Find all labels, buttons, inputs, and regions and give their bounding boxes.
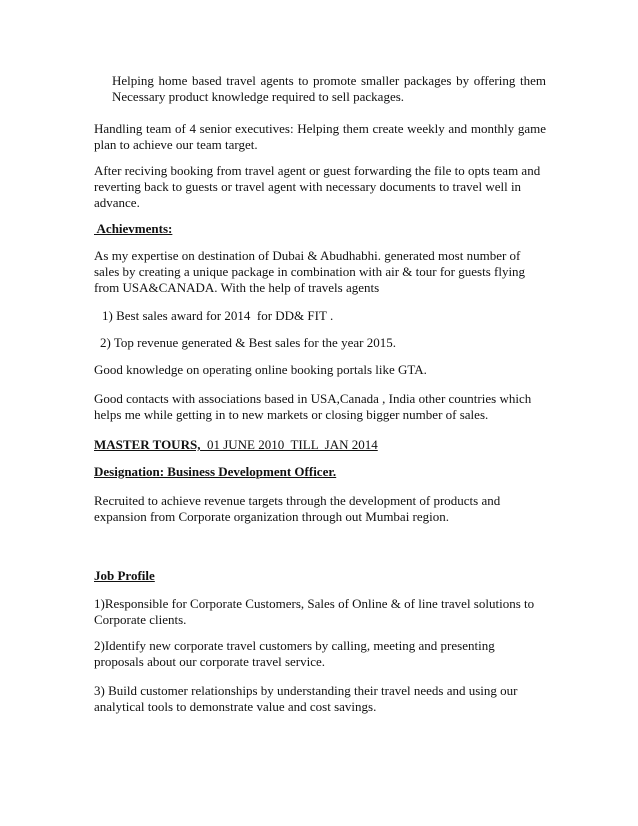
achievement-item-2: 2) Top revenue generated & Best sales for the year 2015. — [100, 335, 396, 350]
job-profile-item-1: 1)Responsible for Corporate Customers, Sales of Online & of line travel solutions to Corporate clients. — [94, 596, 535, 627]
employer-summary: Recruited to achieve revenue targets through the development of products and expansion from Corporate organization through out Mumbai region. — [94, 493, 501, 524]
achievements-intro: As my expertise on destination of Dubai & Abudhabhi. generated most number of sales by creating a unique package in combination with air & tour for guests flying from USA&CANADA. With the help of travels agents — [94, 248, 526, 295]
paragraph-booking-forwarding: After reciving booking from travel agent or guest forwarding the file to opts team and reverting back to guests or travel agent with necessary documents to travel well in advance. — [94, 163, 541, 210]
achievements-heading: Achievments: — [94, 221, 173, 236]
designation-heading: Designation: Business Development Officer. — [94, 464, 337, 479]
paragraph-team-handling: Handling team of 4 senior executives: Helping them create weekly and monthly game plan to achieve our team target. — [94, 121, 546, 152]
achievement-note-contacts: Good contacts with associations based in USA,Canada , India other countries which helps me while getting in to new markets or closing bigger number of sales. — [94, 391, 532, 422]
job-profile-item-3: 3) Build customer relationships by understanding their travel needs and using our analytical tools to demonstrate value and cost savings. — [94, 683, 518, 714]
employer-line — [94, 437, 546, 453]
job-profile-item-2: 2)Identify new corporate travel customers by calling, meeting and presenting proposals about our corporate travel service. — [94, 638, 495, 669]
achievement-item-1: 1) Best sales award for 2014 for DD& FIT . — [102, 308, 334, 323]
paragraph-travel-agents: Helping home based travel agents to promote smaller packages by offering them Necessary product knowledge required to sell packages. — [112, 73, 546, 104]
achievement-note-gta: Good knowledge on operating online booking portals like GTA. — [94, 362, 427, 377]
employer-name: MASTER TOURS, — [94, 437, 201, 452]
employment-period: 01 JUNE 2010 TILL JAN 2014 — [200, 437, 378, 452]
job-profile-heading: Job Profile — [94, 568, 155, 583]
